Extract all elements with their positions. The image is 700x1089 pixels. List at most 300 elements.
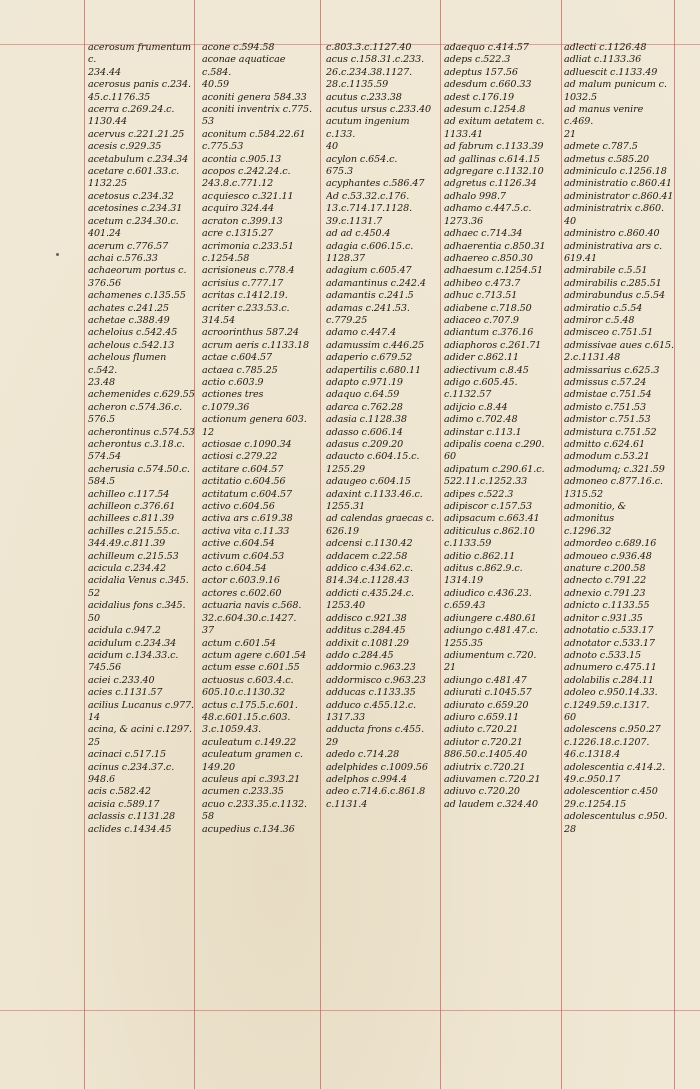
index-entry: aculeatum gramen c. [202,749,303,761]
index-entry: admirabilis c.285.51 [564,277,662,289]
index-entry: acinus c.234.37.c. [88,761,175,773]
index-entry: adnoto c.533.15 [564,649,641,661]
index-entry: addicti c.435.24.c. [326,587,414,599]
index-entry: acontia c.905.13 [202,153,282,165]
index-entry: 149.20 [202,761,235,773]
index-entry: adasia c.1128.38 [326,414,407,426]
index-entry: adhamo c.447.5.c. [444,203,532,215]
index-entry: administratio c.860.41 [564,178,672,190]
index-entry: c.1133.59 [444,538,492,550]
index-entry: 1130.44 [88,116,127,128]
index-entry: acutus ursus c.233.40 [326,104,432,116]
index-entry: adipalis coena c.290. [444,439,545,450]
index-entry: admirabile c.5.51 [564,265,648,277]
index-entry: adiaphoros c.261.71 [444,339,542,351]
index-entry: adamantinus c.242.4 [326,277,426,289]
index-entry: adagium c.605.47 [326,265,412,277]
index-entry: adimo c.702.48 [444,414,518,426]
index-entry: acidalius fons c.345. [88,600,186,612]
index-entry: acina, & acini c.1297. [88,724,192,736]
index-entry: adiudico c.436.23. [444,587,532,599]
index-entry: actitare c.604.57 [202,463,284,475]
index-entry: acrimonia c.233.51 [202,240,294,252]
index-entry: acerosum frumentum c. [88,42,194,66]
index-entry: 1255.29 [326,463,365,475]
index-entry: actiones tres c.1079.36 [202,389,267,413]
index-entry: 576.5 [88,414,115,426]
index-entry: acidalia Venus c.345. [88,575,189,587]
index-entry: adelphos c.994.4 [326,773,407,785]
index-entry: c.1132.57 [444,389,492,401]
index-entry: aditio c.862.11 [444,550,516,562]
index-entry: 234.44 [88,66,121,78]
index-entry: adasso c.606.14 [326,426,403,438]
index-entry: adnotatio c.533.17 [564,625,654,637]
index-entry: 49.c.950.17 [564,773,621,785]
index-entry: adamantis c.241.5 [326,290,414,302]
index-entry: adducta frons c.455. [326,724,425,736]
index-entry: acesis c.929.35 [88,141,162,153]
index-entry: adider c.862.11 [444,352,519,364]
index-entry: adedo c.714.28 [326,749,400,761]
index-entry: 45.c.1176.35 [88,91,151,103]
index-entry: acrum aeris c.1133.18 [202,339,310,351]
index-entry: c.1296.32 [564,525,612,537]
index-entry: aculeus api c.393.21 [202,773,301,785]
index-entry: adiutrix c.720.21 [444,761,526,773]
index-entry: 46.c.1318.4 [564,749,621,761]
index-entry: Ad c.53.32.c.176. [326,190,410,202]
index-entry: acheron c.574.36.c. [88,401,183,413]
index-entry: acriter c.233.53.c. [202,302,290,314]
index-entry: 401.24 [88,228,121,240]
index-entry: acraton c.399.13 [202,215,283,227]
index-entry: 948.6 [88,773,115,785]
index-entry: adgretus c.1126.34 [444,178,537,190]
index-entry: acrisioneus c.778.4 [202,265,295,277]
index-entry: adnotator c.533.17 [564,637,655,649]
index-entry: 344.49.c.811.39 [88,538,166,550]
index-entry: 39.c.1131.7 [326,215,383,227]
index-entry: acylon c.654.c. [326,153,398,165]
index-entry: admodumq; c.321.59 [564,463,665,475]
index-entry: 3.c.1059.43. [202,724,262,736]
index-entry: adaucto c.604.15.c. [326,451,420,463]
index-entry: aconiti genera 584.33 [202,91,307,103]
index-entry: adnitor c.931.35 [564,612,643,624]
index-entry: ad exitum aetatem c. [444,116,545,128]
index-entry: adapto c.971.19 [326,376,403,388]
index-entry: activa ars c.619.38 [202,513,293,525]
index-entry: aculeatum c.149.22 [202,736,297,748]
index-entry: 745.56 [88,662,121,674]
index-entry: 28 [564,823,577,835]
index-entry: activo c.604.56 [202,501,275,513]
index-entry: c.775.53 [202,141,244,153]
index-entry: 53 [202,116,215,128]
index-entry: acetosus c.234.32 [88,190,174,202]
index-entry: actaea c.785.25 [202,364,278,376]
index-entry: adipes c.522.3 [444,488,514,500]
index-entry: adamas c.241.53. [326,302,410,314]
index-entry: admoneo c.877.16.c. [564,476,663,488]
ruling-line [84,0,85,1089]
index-column-3 [326,42,436,811]
index-entry: acutus c.233.38 [326,91,402,103]
index-entry: acherontus c.3.18.c. [88,439,185,450]
index-entry: adnecto c.791.22 [564,575,647,587]
index-entry: adiantum c.376.16 [444,327,534,339]
index-entry: adolescentior c.450 [564,786,658,798]
index-entry: acies c.1131.57 [88,687,163,699]
ruling-line [0,1010,700,1011]
index-entry: admisto c.751.53 [564,401,647,413]
index-entry: 40 [326,141,339,153]
index-entry: 1133.41 [444,128,483,140]
index-entry: acupedius c.134.36 [202,823,295,835]
index-entry: adipiscor c.157.53 [444,501,533,513]
index-entry: adarca c.762.28 [326,401,403,413]
index-entry: 626.19 [326,525,359,537]
index-entry: 1128.37 [326,252,365,264]
index-entry: 1273.36 [444,215,483,227]
index-entry: addo c.284.45 [326,649,394,661]
ruling-line [320,0,321,1089]
index-entry: adhuc c.713.51 [444,290,518,302]
index-entry: actionum genera 603. [202,414,307,426]
index-entry: actum esse c.601.55 [202,662,300,674]
index-entry: acervus c.221.21.25 [88,128,185,140]
index-entry: aconitum c.584.22.61 [202,128,306,140]
index-entry: 14 [88,711,101,723]
index-entry: admordeo c.689.16 [564,538,657,550]
index-entry: addormio c.963.23 [326,662,416,674]
index-entry: adiuro c.659.11 [444,711,520,723]
index-entry: achilles c.215.55.c. [88,525,180,537]
index-entry: actae c.604.57 [202,352,272,364]
index-entry: acetabulum c.234.34 [88,153,189,165]
index-entry: 26.c.234.38.1127. [326,66,413,78]
index-entry: admoueo c.936.48 [564,550,652,562]
index-entry: adducas c.1133.35 [326,687,416,699]
index-entry: acerum c.776.57 [88,240,169,252]
index-entry: adminiculo c.1256.18 [564,166,667,178]
index-entry: adliat c.1133.36 [564,54,642,66]
index-entry: acheloius c.542.45 [88,327,178,339]
index-entry: administrator c.860.41 [564,190,674,202]
index-entry: adigo c.605.45. [444,376,518,388]
index-entry: acquiro 324.44 [202,203,275,215]
index-entry: adiectivum c.8.45 [444,364,529,376]
index-entry: achilleum c.215.53 [88,550,179,562]
index-entry: 1255.35 [444,637,483,649]
index-entry: 40 [564,215,577,227]
index-entry: ad laudem c.324.40 [444,798,539,810]
index-entry: adhibeo c.473.7 [444,277,521,289]
index-entry: adest c.176.19 [444,91,514,103]
index-entry: admistae c.751.54 [564,389,652,401]
index-entry: acicula c.234.42 [88,563,166,575]
ruling-line [440,0,441,1089]
index-entry: aconiti inventrix c.775. [202,104,312,116]
index-column-4 [444,42,554,811]
index-entry: adnumero c.475.11 [564,662,657,674]
index-entry: 37 [202,625,215,637]
index-entry: 25 [88,736,101,748]
index-entry: 814.34.c.1128.43 [326,575,410,587]
index-entry: adeps c.522.3 [444,54,511,66]
index-entry: 574.54 [88,451,121,463]
index-entry: adeptus 157.56 [444,66,518,78]
index-entry: 314.54 [202,314,235,326]
index-entry: achaeorum portus c. [88,265,187,277]
index-entry: adiungo c.481.47 [444,674,527,686]
index-entry: addico c.434.62.c. [326,563,413,575]
index-entry: adiutor c.720.21 [444,736,523,748]
index-entry: admetus c.585.20 [564,153,650,165]
index-entry: addormisco c.963.23 [326,674,426,686]
index-entry: adcensi c.1130.42 [326,538,413,550]
index-entry: aditiculus c.862.10 [444,525,535,537]
index-entry: 2.c.1131.48 [564,352,621,364]
index-entry: acutum ingenium c.133. [326,116,413,140]
index-entry: ad fabrum c.1133.39 [444,141,544,153]
index-entry: 52 [88,587,101,599]
index-entry: 376.56 [88,277,121,289]
index-entry: 605.10.c.1130.32 [202,687,286,699]
index-entry: adnexio c.791.23 [564,587,646,599]
index-entry: adiaceo c.707.9 [444,314,519,326]
index-entry: admete c.787.5 [564,141,638,153]
index-entry: admiror c.5.48 [564,314,635,326]
index-entry: ad manus venire c.469. [564,104,647,128]
index-column-5 [564,42,674,836]
index-entry: activum c.604.53 [202,550,285,562]
index-entry: adnicto c.1133.55 [564,600,650,612]
index-entry: acerra c.269.24.c. [88,104,175,116]
index-entry: 1255.31 [326,501,365,513]
index-entry: c.1226.18.c.1207. [564,736,650,748]
index-entry: adijcio c.8.44 [444,401,508,413]
index-entry: c.803.3.c.1127.40 [326,42,412,53]
index-entry: adiuvamen c.720.21 [444,773,541,785]
index-entry: 32.c.604.30.c.1427. [202,612,297,624]
index-entry: admodum c.53.21 [564,451,650,463]
index-entry: adluescit c.1133.49 [564,66,658,78]
index-entry: administratrix c.860. [564,203,665,215]
index-entry: 1314.19 [444,575,483,587]
index-entry: aciei c.233.40 [88,674,155,686]
index-entry: acopos c.242.24.c. [202,166,291,178]
index-entry: admistor c.751.53 [564,414,651,426]
index-entry: acilius Lucanus c.977. [88,699,195,711]
index-entry: ad ad c.450.4 [326,228,391,240]
index-entry: 23.48 [88,376,115,388]
index-entry: adaperio c.679.52 [326,352,413,364]
index-entry: 29 [326,736,339,748]
index-entry: acone c.594.58 [202,42,275,53]
index-entry: adesdum c.660.33 [444,79,532,91]
index-entry: achemenides c.629.55 [88,389,195,401]
index-entry: actor c.603.9.16 [202,575,280,587]
index-entry: acre c.1315.27 [202,228,274,240]
index-entry: adiumentum c.720. [444,649,537,661]
index-entry: acetare c.601.33.c. [88,166,180,178]
index-entry: adgregare c.1132.10 [444,166,544,178]
index-entry: 1315.52 [564,488,603,500]
index-entry: c.659.43 [444,600,486,612]
index-entry: adeo c.714.6.c.861.8 [326,786,426,798]
index-entry: adaxint c.1133.46.c. [326,488,423,500]
index-entry: adipatum c.290.61.c. [444,463,545,475]
index-entry: acuo c.233.35.c.1132. [202,798,307,810]
index-entry: aconae aquaticae c.584. [202,54,289,78]
index-entry: adiurati c.1045.57 [444,687,532,699]
index-entry: adolescentulus c.950. [564,811,668,823]
index-entry: 1132.25 [88,178,127,190]
index-entry: 60 [444,451,457,463]
index-entry: ad gallinas c.614.15 [444,153,540,165]
index-entry: 12 [202,426,215,438]
index-entry: adamussim c.446.25 [326,339,425,351]
index-entry: admitto c.624.61 [564,439,645,450]
index-entry: adipsacum c.663.41 [444,513,540,525]
index-entry: adaquo c.64.59 [326,389,400,401]
ruling-line [674,0,675,1089]
index-entry: 1317.33 [326,711,365,723]
index-entry: actio c.603.9 [202,376,264,388]
index-entry: adamo c.447.4 [326,327,397,339]
index-entry: 619.41 [564,252,597,264]
index-entry: 58 [202,811,215,823]
index-entry: c.779.25 [326,314,368,326]
index-entry: aclides c.1434.45 [88,823,172,835]
index-entry: acto c.604.54 [202,563,267,575]
index-entry: adelphides c.1009.56 [326,761,428,773]
index-entry: adinstar c.113.1 [444,426,522,438]
index-entry: adolabilis c.284.11 [564,674,654,686]
index-entry: achelous flumen c.542. [88,352,170,376]
index-entry: acidula c.947.2 [88,625,161,637]
index-entry: 48.c.601.15.c.603. [202,711,291,723]
index-entry: 1253.40 [326,600,365,612]
index-entry: 584.5 [88,476,115,488]
index-entry: adiuvo c.720.20 [444,786,520,798]
index-entry: 1032.5 [564,91,597,103]
index-entry: adiurato c.659.20 [444,699,529,711]
index-entry: actitatio c.604.56 [202,476,286,488]
index-entry: administro c.860.40 [564,228,660,240]
index-entry: achamenes c.135.55 [88,290,186,302]
index-entry: 21 [444,662,457,674]
index-entry: 243.8.c.771.12 [202,178,274,190]
index-entry: adiungo c.481.47.c. [444,625,538,637]
index-entry: adapertilis c.680.11 [326,364,422,376]
index-entry: actuosus c.603.4.c. [202,674,294,686]
index-entry: adlecti c.1126.48 [564,42,647,53]
index-entry: admonitio, & admonitus [564,501,630,525]
index-entry: adaequo c.414.57 [444,42,529,53]
index-entry: c.1254.58 [202,252,250,264]
index-entry: admissivae aues c.615. [564,339,674,351]
index-entry: adesum c.1254.8 [444,104,526,116]
index-entry: 28.c.1135.59 [326,79,389,91]
index-entry: acis c.582.42 [88,786,151,798]
index-entry: acus c.158.31.c.233. [326,54,425,66]
index-column-1 [88,42,198,836]
index-entry: acetosines c.234.31 [88,203,183,215]
index-entry: 40.59 [202,79,229,91]
index-entry: administrativa ars c. [564,240,663,252]
index-entry: active c.604.54 [202,538,275,550]
index-entry: adagia c.606.15.c. [326,240,414,252]
ruling-line [561,0,562,1089]
index-entry: acinaci c.517.15 [88,749,166,761]
index-entry: acumen c.233.35 [202,786,284,798]
index-entry: achai c.576.33 [88,252,158,264]
index-entry: ad malum punicum c. [564,79,667,91]
index-entry: adasus c.209.20 [326,439,404,450]
index-entry: c.1249.59.c.1317. [564,699,650,711]
index-entry: acroorinthus 587.24 [202,327,299,339]
index-entry: achilleon c.376.61 [88,501,176,513]
index-entry: achelous c.542.13 [88,339,175,351]
index-entry: adhaesum c.1254.51 [444,265,543,277]
index-entry: anature c.200.58 [564,563,646,575]
index-entry: admirabundus c.5.54 [564,290,666,302]
index-entry: c.1131.4 [326,798,368,810]
index-entry: actum c.601.54 [202,637,276,649]
index-entry: adhaereo c.850.30 [444,252,533,264]
index-entry: acidum c.134.33.c. [88,649,179,661]
index-entry: acetum c.234.30.c. [88,215,179,227]
index-entry: actiosi c.279.22 [202,451,278,463]
index-entry: 13.c.714.17.1128. [326,203,413,215]
index-entry: adoleo c.950.14.33. [564,687,658,699]
index-entry: acrisius c.777.17 [202,277,284,289]
index-entry: actuaria navis c.568. [202,600,302,612]
index-entry: adiabene c.718.50 [444,302,532,314]
index-entry: ad calendas graecas c. [326,513,435,525]
index-entry: actus c.175.5.c.601. [202,699,298,711]
index-entry: achilleo c.117.54 [88,488,170,500]
index-entry: admissarius c.625.3 [564,364,660,376]
index-entry: achetae c.388.49 [88,314,170,326]
index-entry: adhaec c.714.34 [444,228,523,240]
index-entry: aclassis c.1131.28 [88,811,176,823]
index-entry: acyphantes c.586.47 [326,178,425,190]
index-entry: acerosus panis c.234. [88,79,191,91]
index-entry: acherusia c.574.50.c. [88,463,190,475]
index-entry: adiungere c.480.61 [444,612,537,624]
index-entry: 29.c.1254.15 [564,798,627,810]
index-entry: adolescens c.950.27 [564,724,661,736]
page-spot [56,253,59,256]
index-entry: 886.50.c.1405.40 [444,749,528,761]
index-entry: adduco c.455.12.c. [326,699,417,711]
index-entry: 60 [564,711,577,723]
index-entry: achates c.241.25 [88,302,169,314]
index-entry: addixit c.1081.29 [326,637,409,649]
index-entry: acritas c.1412.19. [202,290,288,302]
index-entry: admiratio c.5.54 [564,302,643,314]
index-entry: 675.3 [326,166,353,178]
index-entry: admisceo c.751.51 [564,327,654,339]
index-entry: achillees c.811.39 [88,513,174,525]
index-entry: acherontinus c.574.53 [88,426,195,438]
index-entry: actiosae c.1090.34 [202,439,292,450]
index-entry: actum agere c.601.54 [202,649,307,661]
